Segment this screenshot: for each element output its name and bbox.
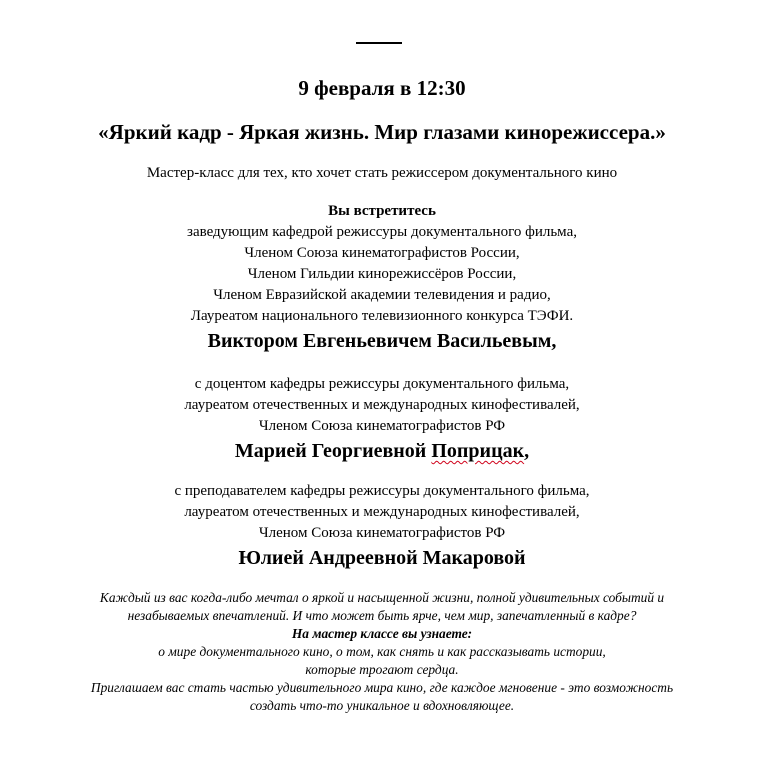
- host-1-line: Членом Союза кинематографистов России,: [244, 245, 520, 261]
- host-2-name: [0, 437, 764, 465]
- event-date: 9 февраля в 12:30: [298, 76, 466, 100]
- event-title: «Яркий кадр - Яркая жизнь. Мир глазами кинорежиссера.»: [98, 120, 666, 144]
- host-2-name-comma: ,: [524, 440, 530, 462]
- learn-heading: На мастер классе вы узнаете:: [291, 626, 473, 641]
- learn-line: о мире документального кино, о том, как снять и как рассказывать истории,: [158, 644, 606, 659]
- host-1-line: заведующим кафедрой режиссуры документального фильма,: [187, 224, 577, 240]
- host-2-line: Членом Союза кинематографистов РФ: [258, 418, 506, 434]
- closing-line: Каждый из вас когда-либо мечтал о яркой и насыщенной жизни, полной удивительных событий и: [99, 590, 665, 605]
- closing-block: [0, 589, 764, 715]
- host-1-line: Лауреатом национального телевизионного конкурса ТЭФИ.: [190, 308, 574, 324]
- host-3-line: лауреатом отечественных и международных кинофестивалей,: [184, 504, 580, 520]
- host-block-3: [0, 481, 764, 572]
- event-subtitle: Мастер-класс для тех, кто хочет стать режиссером документального кино: [146, 165, 618, 181]
- host-2-line: лауреатом отечественных и международных кинофестивалей,: [184, 397, 580, 413]
- host-3-line: Членом Союза кинематографистов РФ: [258, 525, 506, 541]
- host-block-1: [0, 201, 764, 355]
- invite-line: Приглашаем вас стать частью удивительного мира кино, где каждое мгновение - это возможность: [90, 680, 674, 695]
- learn-line: которые трогают сердца.: [305, 662, 459, 677]
- meet-heading: Вы встретитесь: [328, 203, 436, 219]
- invite-line: создать что-то уникальное и вдохновляющее.: [249, 698, 515, 713]
- top-divider: [356, 42, 402, 44]
- host-3-name: Юлией Андреевной Макаровой: [238, 547, 526, 569]
- host-1-line: Членом Гильдии кинорежиссёров России,: [247, 266, 517, 282]
- host-1-line: Членом Евразийской академии телевидения и радио,: [213, 287, 551, 303]
- host-2-line: с доцентом кафедры режиссуры документального фильма,: [194, 376, 570, 392]
- host-block-2: [0, 374, 764, 465]
- closing-line: незабываемых впечатлений. И что может быть ярче, чем мир, запечатленный в кадре?: [127, 608, 637, 623]
- host-2-name-first: Марией Георгиевной: [234, 440, 432, 462]
- host-2-name-surname: Поприцак: [431, 440, 525, 462]
- host-3-line: с преподавателем кафедры режиссуры документального фильма,: [174, 483, 590, 499]
- host-1-name: Виктором Евгеньевичем Васильевым,: [207, 330, 557, 352]
